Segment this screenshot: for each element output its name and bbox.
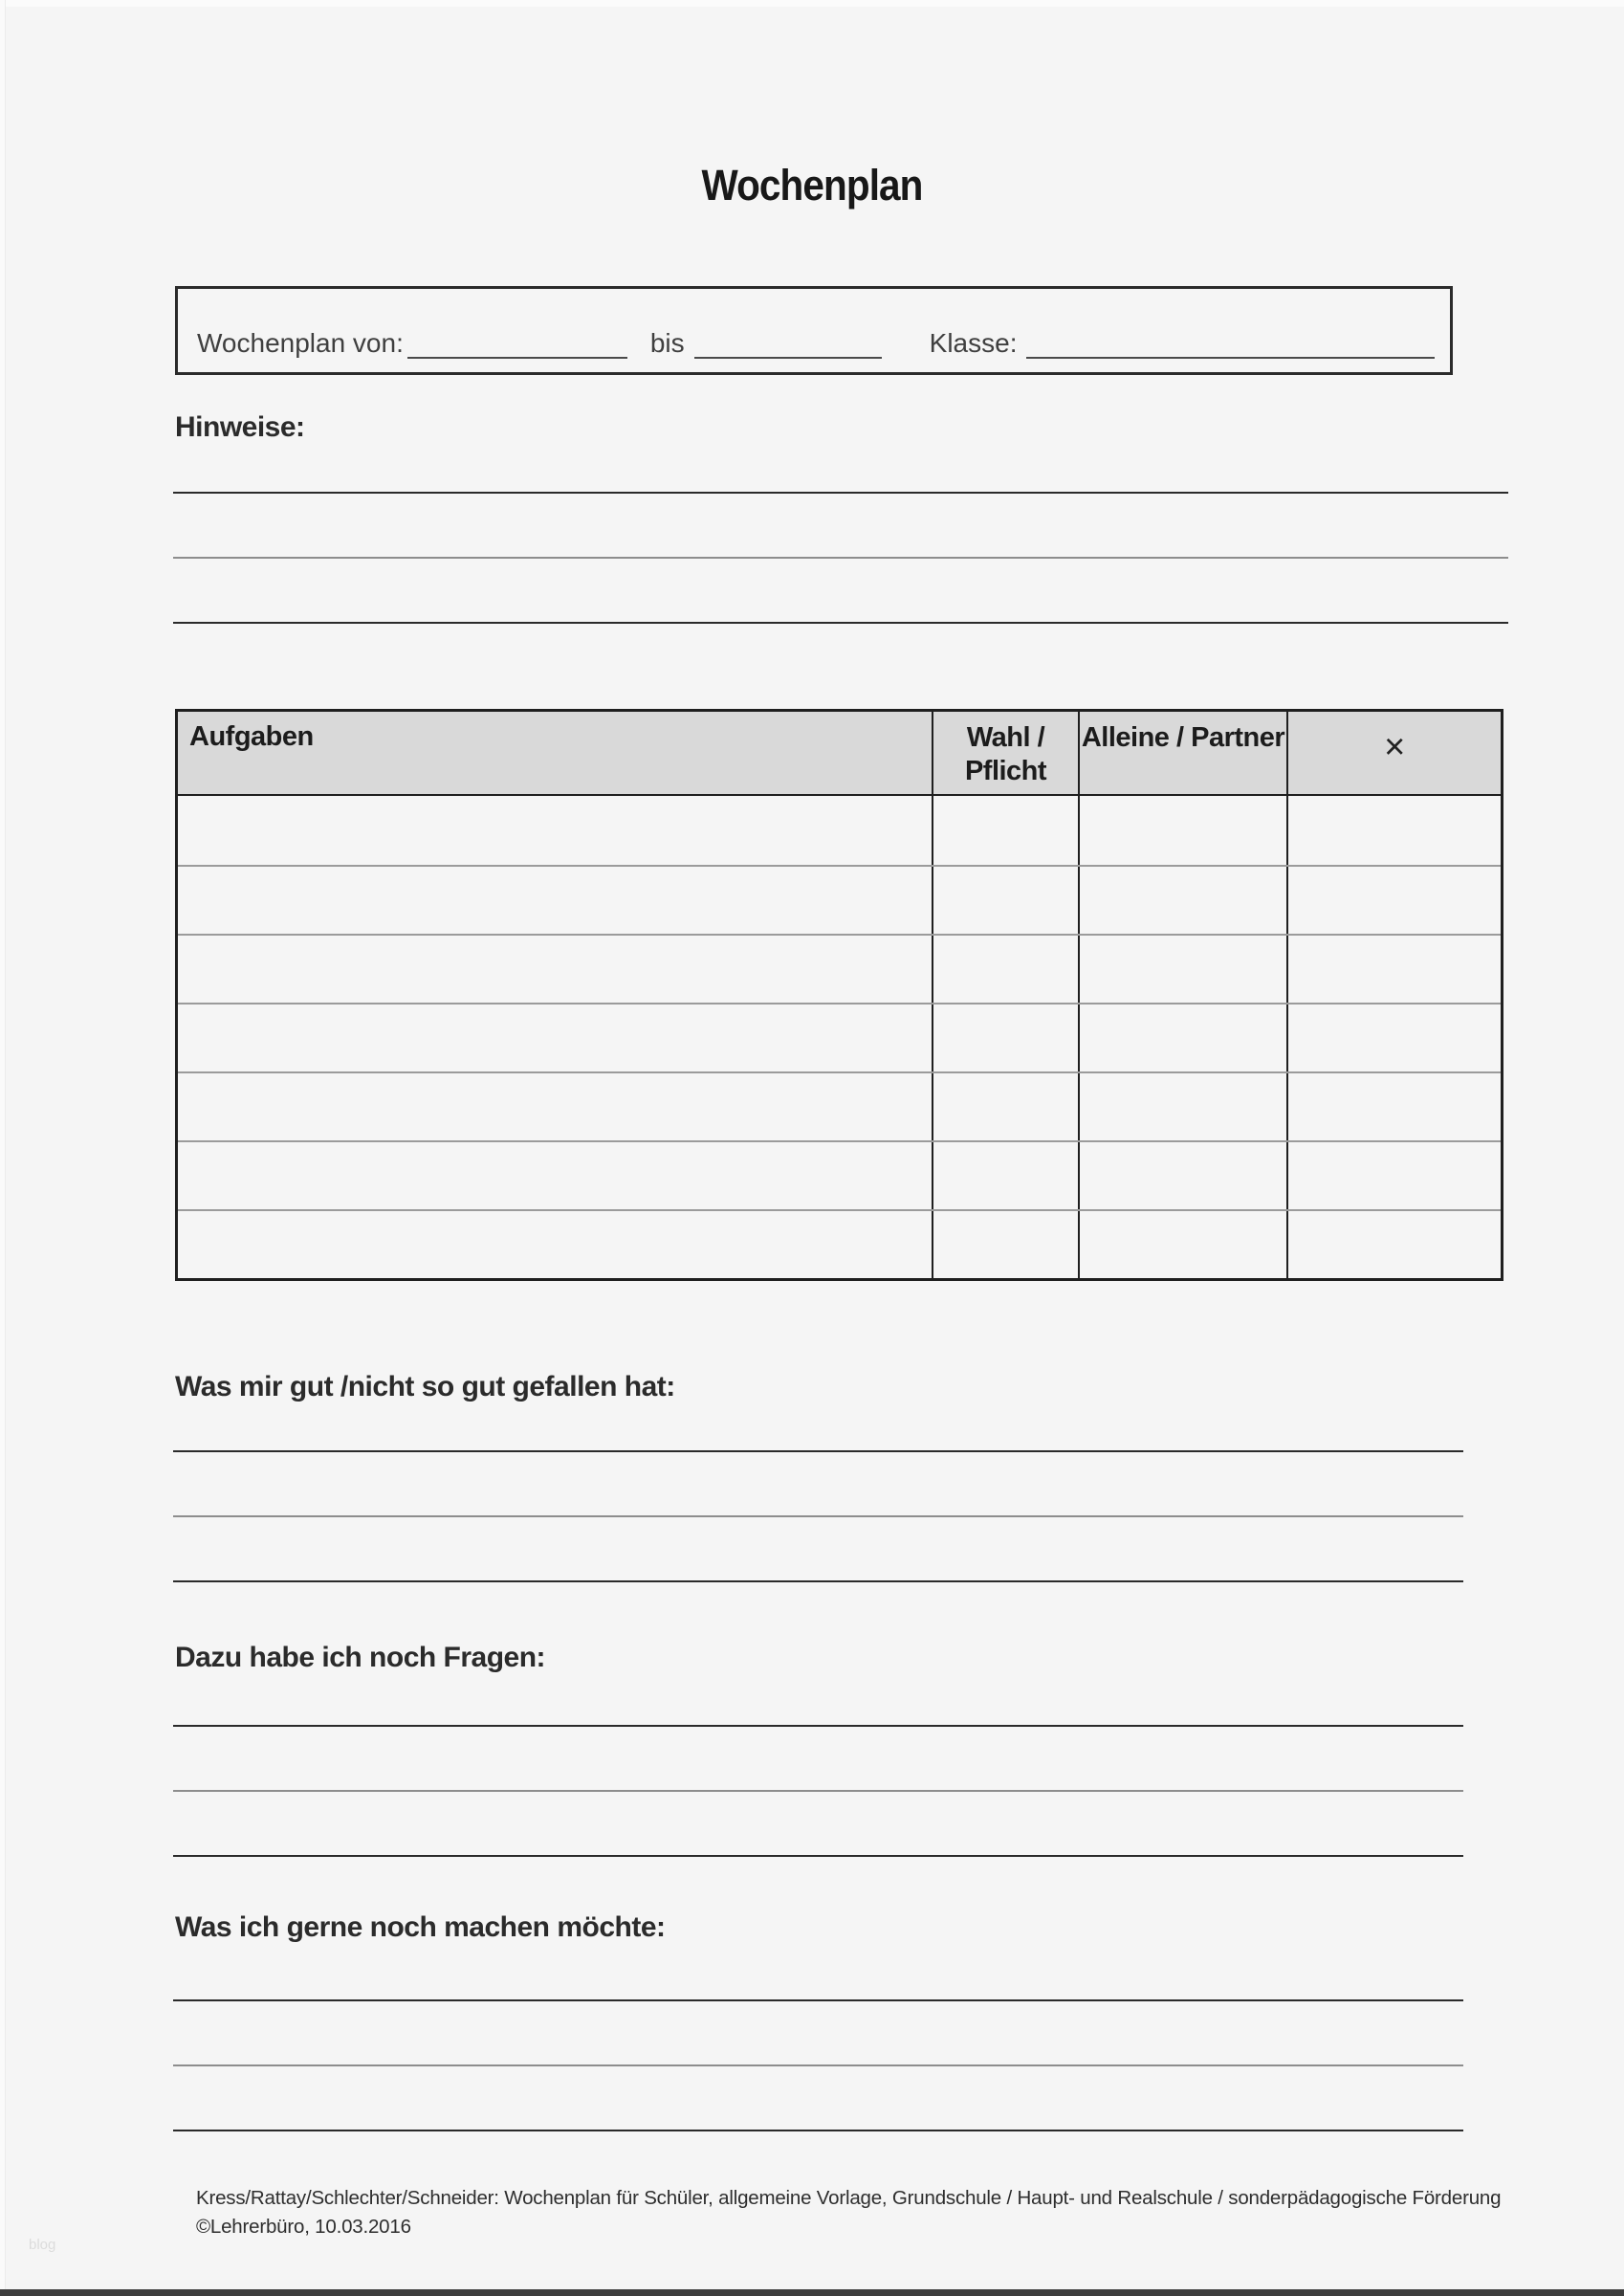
table-cell[interactable] (932, 1211, 1078, 1278)
gefallen-heading: Was mir gut /nicht so gut gefallen hat: (175, 1371, 675, 1402)
blog-watermark: blog (29, 2237, 56, 2253)
column-header-check-x: × (1286, 712, 1501, 794)
table-cell[interactable] (932, 796, 1078, 865)
input-von-date[interactable] (407, 330, 627, 359)
label-bis: bis (649, 328, 685, 358)
table-cell[interactable] (1078, 1073, 1286, 1140)
table-cell[interactable] (1286, 936, 1501, 1003)
page-title: Wochenplan (701, 161, 923, 210)
table-cell[interactable] (178, 1004, 932, 1071)
footer-source-line: Kress/Rattay/Schlechter/Schneider: Wochenplan für Schüler, allgemeine Vorlage, Grundschule / Haupt- und Realschule / sonderpädagogische Förderung (196, 2187, 1502, 2209)
writing-line[interactable] (173, 2130, 1463, 2131)
table-cell[interactable] (1078, 1004, 1286, 1071)
task-table (175, 709, 1503, 1281)
table-cell[interactable] (178, 936, 932, 1003)
table-cell[interactable] (1286, 867, 1501, 934)
machen-heading: Was ich gerne noch machen möchte: (175, 1911, 666, 1943)
gefallen-writing-lines (173, 1450, 1463, 1645)
table-cell[interactable] (932, 1142, 1078, 1209)
table-cell[interactable] (1078, 796, 1286, 865)
writing-line[interactable] (173, 1450, 1463, 1452)
page-edge-top (0, 0, 1624, 7)
writing-line[interactable] (173, 2064, 1463, 2066)
writing-line[interactable] (173, 1999, 1463, 2001)
table-cell[interactable] (1078, 867, 1286, 934)
column-header-aufgaben: Aufgaben (189, 721, 314, 752)
writing-line[interactable] (173, 492, 1508, 494)
table-row (178, 796, 1501, 865)
table-cell[interactable] (1078, 1211, 1286, 1278)
table-cell[interactable] (178, 1073, 932, 1140)
writing-line[interactable] (173, 1855, 1463, 1857)
writing-line[interactable] (173, 1725, 1463, 1727)
bottom-bar (0, 2289, 1624, 2296)
table-cell[interactable] (1286, 1004, 1501, 1071)
table-cell[interactable] (932, 867, 1078, 934)
header-box (175, 286, 1453, 375)
table-cell[interactable] (1286, 1142, 1501, 1209)
hinweise-writing-lines (173, 492, 1508, 687)
label-wochenplan-von: Wochenplan von: (197, 328, 404, 358)
table-row (178, 934, 1501, 1003)
table-cell[interactable] (178, 1211, 932, 1278)
page-edge-left (0, 0, 6, 2296)
input-klasse[interactable] (1026, 330, 1435, 359)
footer-copyright-line: ©Lehrerbüro, 10.03.2016 (196, 2216, 411, 2238)
task-table-header-row (178, 712, 1501, 796)
writing-line[interactable] (173, 1515, 1463, 1517)
table-row (178, 1209, 1501, 1278)
table-row (178, 1071, 1501, 1140)
footer (196, 2184, 1535, 2241)
table-cell[interactable] (932, 936, 1078, 1003)
table-cell[interactable] (1078, 1142, 1286, 1209)
table-cell[interactable] (1286, 796, 1501, 865)
writing-line[interactable] (173, 557, 1508, 559)
machen-writing-lines (173, 1999, 1463, 2195)
table-row (178, 1140, 1501, 1209)
table-cell[interactable] (1078, 936, 1286, 1003)
input-bis-date[interactable] (694, 330, 882, 359)
hinweise-heading: Hinweise: (175, 411, 305, 443)
column-header-alleine-partner: Alleine / Partner (1078, 712, 1286, 794)
table-cell[interactable] (932, 1004, 1078, 1071)
column-header-wahl-pflicht: Wahl / Pflicht (932, 712, 1078, 794)
label-klasse: Klasse: (929, 328, 1018, 358)
writing-line[interactable] (173, 622, 1508, 624)
fragen-heading: Dazu habe ich noch Fragen: (175, 1642, 546, 1673)
table-cell[interactable] (932, 1073, 1078, 1140)
writing-line[interactable] (173, 1580, 1463, 1582)
writing-line[interactable] (173, 1790, 1463, 1792)
table-cell[interactable] (1286, 1211, 1501, 1278)
table-cell[interactable] (178, 1142, 932, 1209)
fragen-writing-lines (173, 1725, 1463, 1920)
table-cell[interactable] (1286, 1073, 1501, 1140)
table-cell[interactable] (178, 867, 932, 934)
table-row (178, 865, 1501, 934)
table-cell[interactable] (178, 796, 932, 865)
table-row (178, 1003, 1501, 1071)
task-table-body (178, 796, 1501, 1278)
